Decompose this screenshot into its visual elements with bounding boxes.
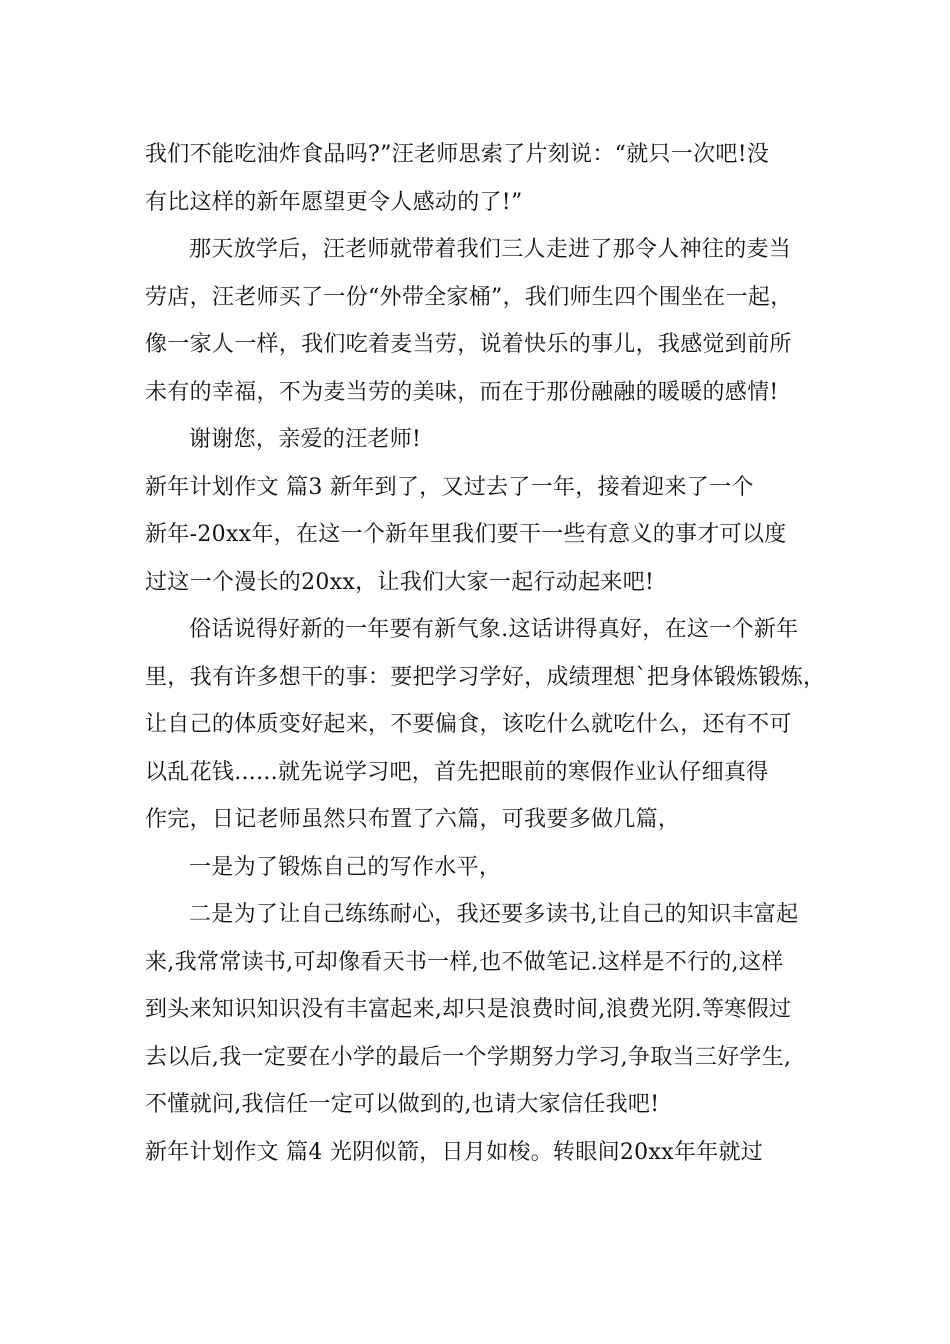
text-line: 过这一个漫长的20xx，让我们大家一起行动起来吧! [145, 569, 655, 595]
text-line: 去以后,我一定要在小学的最后一个学期努力学习,争取当三好学生, [145, 1044, 792, 1070]
text-line: 来,我常常读书,可却像看天书一样,也不做笔记.这样是不行的,这样 [145, 949, 784, 975]
text-line: 我们不能吃油炸食品吗?”汪老师思索了片刻说：“就只一次吧!没 [145, 142, 770, 167]
text-line: 作完，日记老师虽然只布置了六篇，可我要多做几篇， [145, 807, 681, 832]
section-heading-line: 新年计划作文 篇3 新年到了，又过去了一年，接着迎来了一个 [145, 474, 754, 500]
text-line: 俗话说得好新的一年要有新气象.这话讲得真好，在这一个新年 [189, 617, 799, 642]
text-line: 那天放学后，汪老师就带着我们三人走进了那令人神往的麦当 [189, 237, 792, 262]
text-line: 未有的幸福，不为麦当劳的美味，而在于那份融融的暖暖的感情! [145, 379, 779, 405]
text-line: 让自己的体质变好起来，不要偏食，该吃什么就吃什么，还有不可 [145, 712, 792, 737]
text-line: 像一家人一样，我们吃着麦当劳，说着快乐的事儿，我感觉到前所 [145, 332, 792, 357]
text-line: 不懂就问,我信任一定可以做到的,也请大家信任我吧! [145, 1092, 660, 1117]
text-line: 有比这样的新年愿望更令人感动的了!” [145, 189, 523, 215]
document-body [145, 131, 830, 1176]
text-line: 劳店，汪老师买了一份“外带全家桶”，我们师生四个围坐在一起， [145, 284, 793, 310]
text-line: 二是为了让自己练练耐心，我还要多读书,让自己的知识丰富起 [189, 902, 799, 927]
text-line: 以乱花钱......就先说学习吧，首先把眼前的寒假作业认仔细真得 [145, 759, 769, 785]
text-line: 里，我有许多想干的事：要把学习学好，成绩理想`把身体锻炼锻炼， [145, 664, 826, 690]
text-line: 谢谢您，亲爱的汪老师! [189, 427, 422, 452]
text-line: 一是为了锻炼自己的写作水平， [189, 854, 502, 880]
text-line: 新年-20xx年，在这一个新年里我们要干一些有意义的事才可以度 [145, 522, 787, 547]
text-line: 到头来知识知识没有丰富起来,却只是浪费时间,浪费光阴.等寒假过 [145, 997, 792, 1022]
section-heading-line: 新年计划作文 篇4 光阴似箭，日月如梭。转眼间20xx年年就过 [145, 1139, 764, 1165]
